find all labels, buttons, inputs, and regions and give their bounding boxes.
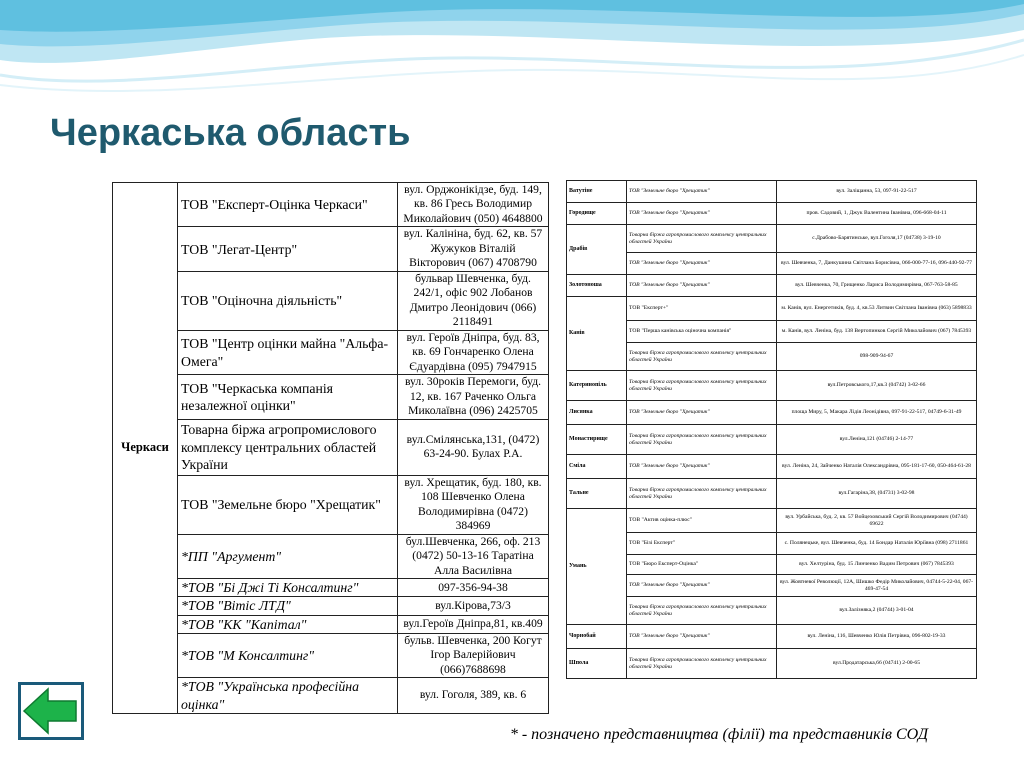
region-address: вул. Леніна, 116, Шевченко Юлія Петрівна, 096-802-19-33: [777, 625, 977, 649]
region-city: Золотоноша: [567, 275, 627, 297]
org-name: ТОВ "Легат-Центр": [178, 227, 398, 271]
org-address: 097-356-94-38: [398, 579, 549, 597]
table-row: [567, 203, 977, 225]
org-address: вул. Героїв Дніпра, буд. 83, кв. 69 Гончаренко Олена Єдуардівна (095) 7947915: [398, 330, 549, 374]
region-city: Лисянка: [567, 401, 627, 425]
region-city: Тальне: [567, 479, 627, 509]
region-address: вул. Заліщанна, 53, 097-91-22-517: [777, 181, 977, 203]
table-row: [567, 401, 977, 425]
region-address: вул. Хелтуріна, буд. 15 Линченко Вадим Петрович (067) 7845393: [777, 555, 977, 575]
org-name: ТОВ "Оціночна діяльність": [178, 271, 398, 330]
region-address: м. Канів, вул. Леніна, буд. 138 Вертопинков Сергій Миколайович (067) 7845393: [777, 321, 977, 343]
org-address: вул. 30років Перемоги, буд. 12, кв. 167 Раченко Ольга Миколаївна (096) 2425705: [398, 375, 549, 419]
header-waves: [0, 0, 1024, 110]
table-row: [113, 375, 549, 419]
table-row: [567, 321, 977, 343]
table-row: [113, 330, 549, 374]
org-address: вул. Хрещатик, буд. 180, кв. 108 Шевченко Олена Володимирівна (0472) 384969: [398, 475, 549, 534]
org-address: вул.Кірова,73/3: [398, 597, 549, 615]
org-name: *ТОВ "Бі Джі Ті Консалтинг": [178, 579, 398, 597]
region-address: пров. Садовий, 1, Джук Валентина Іванівна, 096-668-04-11: [777, 203, 977, 225]
region-org: ТОВ "Земельне бюро "Хрещатик": [627, 401, 777, 425]
table-row: [567, 555, 977, 575]
table-row: [567, 575, 977, 597]
org-name: ТОВ "Експерт-Оцінка Черкаси": [178, 183, 398, 227]
page-title: Черкаська область: [50, 112, 411, 154]
region-city: Умань: [567, 509, 627, 625]
org-address: бульв. Шевченка, 200 Когут Ігор Валерійович (066)7688698: [398, 633, 549, 677]
region-city: Городище: [567, 203, 627, 225]
region-org: ТОВ "Експерт+": [627, 297, 777, 321]
region-org: ТОВ "Земельне бюро "Хрещатик": [627, 455, 777, 479]
region-org: Товарна біржа агропромислового комплексу центральних областей України: [627, 479, 777, 509]
region-address: вул. Шевченка, 7, Данкушина Світлана Борисівна, 066-000-77-16, 096-440-92-77: [777, 253, 977, 275]
region-address: м. Канів, вул. Енергетиків, буд. 4, кв.53 Литвин Світлана Іванівна (063) 5898833: [777, 297, 977, 321]
table-row: [113, 227, 549, 271]
region-org: ТОВ "Актив оцінка-плюс": [627, 509, 777, 533]
region-city: Ватутіне: [567, 181, 627, 203]
org-address: вул. Калініна, буд. 62, кв. 57 Жужуков Віталій Вікторович (067) 4708790: [398, 227, 549, 271]
org-address: бульвар Шевченка, буд. 242/1, офіс 902 Лобанов Дмитро Леонідович (066) 2118491: [398, 271, 549, 330]
region-city: Сміла: [567, 455, 627, 479]
table-row: [113, 183, 549, 227]
table-row: [567, 225, 977, 253]
org-name: ТОВ "Центр оцінки майна "Альфа-Омега": [178, 330, 398, 374]
region-org: Товарна біржа агропромислового комплексу центральних областей України: [627, 225, 777, 253]
region-address: вул.Залізняка,2 (04744) 3-01-04: [777, 597, 977, 625]
table-row: [113, 678, 549, 713]
region-city: Драбів: [567, 225, 627, 275]
region-org: Товарна біржа агропромислового комплексу центральних областей України: [627, 649, 777, 679]
region-address: вул.Продатарська,66 (04741) 2-00-65: [777, 649, 977, 679]
table-row: [113, 419, 549, 475]
region-org: Товарна біржа агропромислового комплексу центральних областей України: [627, 371, 777, 401]
region-address: вул. Леніна, 24, Зайченко Наталія Олександрівна, 095-181-17-60, 050-464-61-28: [777, 455, 977, 479]
region-address: 098-909-94-67: [777, 343, 977, 371]
region-address: вул.Петровського,17,кв.3 (04742) 3-02-66: [777, 371, 977, 401]
region-address: вул. Шевченка, 70, Грищенко Лариса Володимирівна, 067-763-58-85: [777, 275, 977, 297]
region-address: с. Полянецьке, вул. Шевченка, буд. 14 Бондар Наталія Юріївна (098) 2711861: [777, 533, 977, 555]
org-address: вул. Гоголя, 389, кв. 6: [398, 678, 549, 713]
org-name: *ТОВ "КК "Капітал": [178, 615, 398, 633]
table-row: [567, 597, 977, 625]
region-city: Шпола: [567, 649, 627, 679]
region-address: вул.Леніна,121 (04746) 2-14-77: [777, 425, 977, 455]
back-arrow-button[interactable]: [18, 682, 84, 740]
table-row: [567, 479, 977, 509]
org-name: *ТОВ "Вітіс ЛТД": [178, 597, 398, 615]
org-address: вул. Орджонікідзе, буд. 149, кв. 86 Гресь Володимир Миколайович (050) 4648800: [398, 183, 549, 227]
table-row: [113, 597, 549, 615]
region-org: ТОВ "Земельне бюро "Хрещатик": [627, 203, 777, 225]
footnote: * - позначено представництва (філії) та представників СОД: [509, 726, 928, 743]
org-name: *ТОВ "М Консалтинг": [178, 633, 398, 677]
region-org: ТОВ "Земельне бюро "Хрещатик": [627, 625, 777, 649]
region-address: с.Драбово-Барятинське, вул.Гоголя,17 (04738) 3-19-10: [777, 225, 977, 253]
region-org: ТОВ "Земельне бюро "Хрещатик": [627, 275, 777, 297]
table-row: [567, 181, 977, 203]
region-org: Товарна біржа агропромислового комплексу центральних областей України: [627, 425, 777, 455]
region-org: ТОВ "Земельне бюро "Хрещатик": [627, 575, 777, 597]
region-address: вул.Гагаріна,38, (04731) 3-02-98: [777, 479, 977, 509]
table-row: [567, 455, 977, 479]
region-city: Канів: [567, 297, 627, 371]
table-row: [113, 615, 549, 633]
table-row: [567, 533, 977, 555]
region-city: Чорнобай: [567, 625, 627, 649]
region-city: Катеринопіль: [567, 371, 627, 401]
region-address: площа Миру, 5, Макара Лідія Леонідівна, 097-91-22-517, 04749-6-31-49: [777, 401, 977, 425]
org-name: ТОВ "Земельне бюро "Хрещатик": [178, 475, 398, 534]
table-row: [567, 297, 977, 321]
org-address: вул.Смілянська,131, (0472) 63-24-90. Булах Р.А.: [398, 419, 549, 475]
table-row: [567, 649, 977, 679]
table-row: [113, 579, 549, 597]
cherkasy-table: [112, 182, 549, 714]
table-row: [113, 633, 549, 677]
org-name: ТОВ "Черкаська компанія незалежної оцінки": [178, 375, 398, 419]
region-org: ТОВ "Земельне бюро "Хрещатик": [627, 181, 777, 203]
regions-table: [566, 180, 977, 679]
region-address: вул. Жовтневої Революції, 12А, Шишко Федір Миколайович, 04744-5-22-04, 067-469-47-54: [777, 575, 977, 597]
city-cell: Черкаси: [113, 183, 178, 714]
table-row: [567, 275, 977, 297]
region-org: Товарна біржа агропромислового комплексу центральних областей України: [627, 343, 777, 371]
table-row: [567, 625, 977, 649]
org-address: бул.Шевченка, 266, оф. 213 (0472) 50-13-16 Таратіна Алла Василівна: [398, 534, 549, 578]
table-row: [567, 343, 977, 371]
region-org: ТОВ "Бізі Експерт": [627, 533, 777, 555]
region-org: ТОВ "Земельне бюро "Хрещатик": [627, 253, 777, 275]
org-name: Товарна біржа агропромислового комплексу центральних областей України: [178, 419, 398, 475]
table-row: [113, 475, 549, 534]
org-name: *ТОВ "Українська професійна оцінка": [178, 678, 398, 713]
table-row: [113, 271, 549, 330]
table-row: [567, 253, 977, 275]
region-city: Монастирище: [567, 425, 627, 455]
table-row: [567, 509, 977, 533]
org-name: *ПП "Аргумент": [178, 534, 398, 578]
region-org: ТОВ "Перша канівська оціночна компанія": [627, 321, 777, 343]
table-row: [113, 534, 549, 578]
region-org: Товарна біржа агропромислового комплексу центральних областей України: [627, 597, 777, 625]
region-address: вул. Урбайська, буд. 2, кв. 57 Войцеховський Сергій Володимирович (04744) 69622: [777, 509, 977, 533]
table-row: [567, 425, 977, 455]
region-org: ТОВ "Бюро Експерт-Оцінка": [627, 555, 777, 575]
table-row: [567, 371, 977, 401]
org-address: вул.Героїв Дніпра,81, кв.409: [398, 615, 549, 633]
